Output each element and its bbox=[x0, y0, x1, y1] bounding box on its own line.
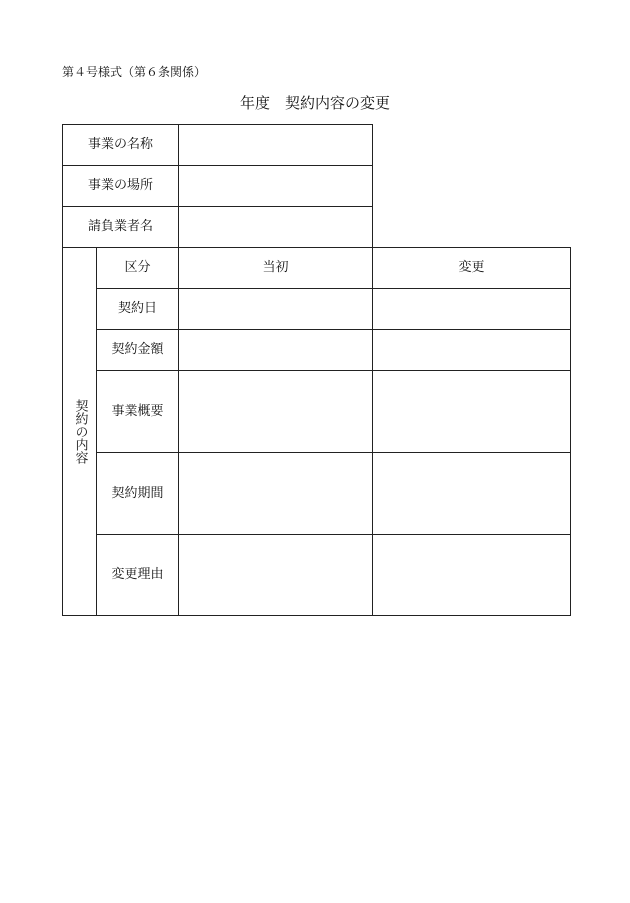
category-header: 区分 bbox=[96, 247, 179, 289]
form-number: 第４号様式（第６条関係） bbox=[62, 65, 207, 79]
original-header: 当初 bbox=[178, 247, 373, 289]
contract-period-changed-field[interactable] bbox=[372, 452, 571, 535]
project-summary-changed-field[interactable] bbox=[372, 370, 571, 453]
contract-date-original-field[interactable] bbox=[178, 288, 373, 330]
contract-details-side-label: 契約の内容 bbox=[72, 399, 88, 464]
contract-amount-original-field[interactable] bbox=[178, 329, 373, 371]
contract-period-label: 契約期間 bbox=[96, 452, 179, 535]
contract-amount-changed-field[interactable] bbox=[372, 329, 571, 371]
contract-period-original-field[interactable] bbox=[178, 452, 373, 535]
form-title: 年度 契約内容の変更 bbox=[239, 94, 390, 112]
change-reason-original-field[interactable] bbox=[178, 534, 373, 616]
contract-date-label: 契約日 bbox=[96, 288, 179, 330]
changed-header: 変更 bbox=[372, 247, 571, 289]
contractor-name-field[interactable] bbox=[178, 206, 373, 248]
contractor-name-label: 請負業者名 bbox=[62, 206, 179, 248]
project-location-field[interactable] bbox=[178, 165, 373, 207]
project-location-label: 事業の場所 bbox=[62, 165, 179, 207]
contract-amount-label: 契約金額 bbox=[96, 329, 179, 371]
project-name-label: 事業の名称 bbox=[62, 124, 179, 166]
contract-date-changed-field[interactable] bbox=[372, 288, 571, 330]
change-reason-label: 変更理由 bbox=[96, 534, 179, 616]
project-name-field[interactable] bbox=[178, 124, 373, 166]
contract-details-side-cell bbox=[62, 247, 97, 616]
project-summary-original-field[interactable] bbox=[178, 370, 373, 453]
project-summary-label: 事業概要 bbox=[96, 370, 179, 453]
change-reason-changed-field[interactable] bbox=[372, 534, 571, 616]
